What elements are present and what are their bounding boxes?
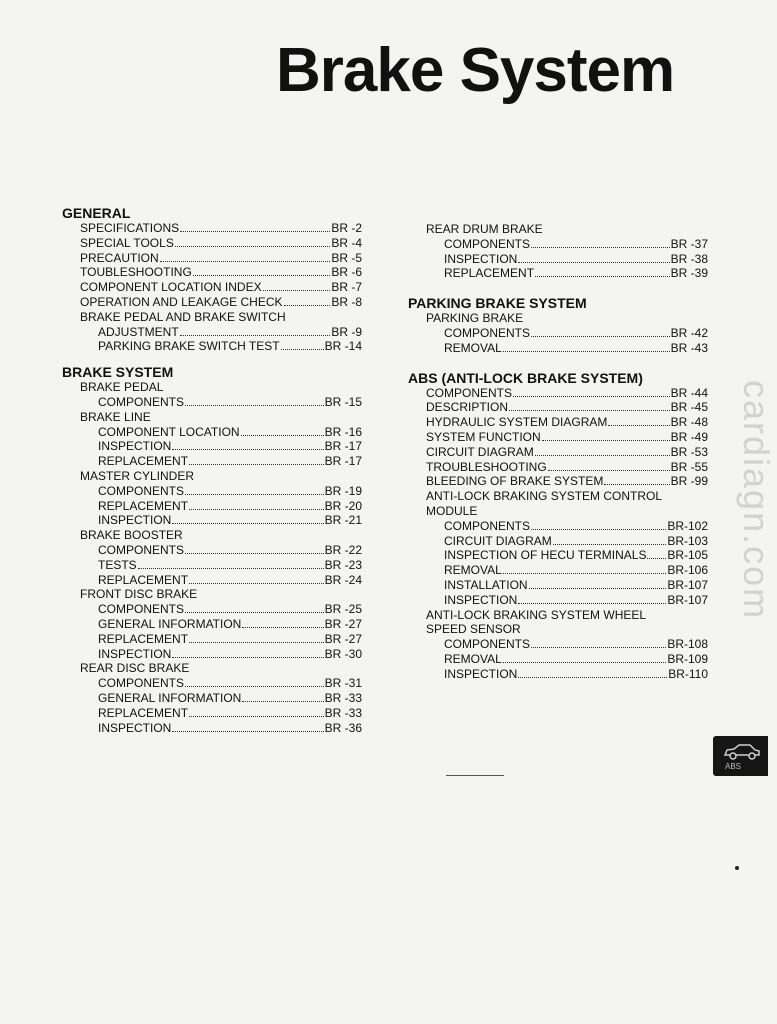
toc-entry[interactable]: COMPONENTS BR -31: [98, 676, 362, 691]
dot-leader: [535, 267, 670, 277]
toc-entry[interactable]: COMPONENTS BR -19: [98, 483, 362, 498]
toc-group-label: SPEED SENSOR: [426, 622, 521, 637]
dot-leader: [189, 707, 324, 717]
toc-entry[interactable]: PRECAUTION BR -5: [80, 250, 362, 265]
watermark: cardiagn.com: [736, 380, 777, 621]
dot-leader: [604, 475, 669, 485]
toc-entry[interactable]: HYDRAULIC SYSTEM DIAGRAM BR -48: [426, 415, 708, 430]
toc-entry[interactable]: INSPECTION OF HECU TERMINALS BR-105: [444, 548, 708, 563]
toc-group-label: BRAKE LINE: [80, 409, 151, 424]
toc-entry[interactable]: REPLACEMENT BR -17: [98, 454, 362, 469]
dot-leader: [189, 633, 324, 643]
dot-leader: [553, 535, 667, 545]
general-sub-list: [62, 325, 362, 355]
toc-group-label: MODULE: [426, 503, 478, 518]
toc-group-label: ANTI-LOCK BRAKING SYSTEM WHEEL: [426, 607, 647, 622]
toc-entry[interactable]: COMPONENTS BR -42: [444, 325, 708, 340]
toc-entry[interactable]: ADJUSTMENT BR -9: [98, 324, 362, 339]
dot-leader: [172, 440, 323, 450]
dot-leader: [518, 253, 669, 263]
dot-leader: [138, 559, 324, 569]
toc-group-label: BRAKE BOOSTER: [80, 528, 183, 543]
toc-entry[interactable]: COMPONENTS BR -22: [98, 542, 362, 557]
dot-leader: [185, 603, 324, 613]
toc-entry[interactable]: OPERATION AND LEAKAGE CHECK BR -8: [80, 294, 362, 309]
dot-leader: [548, 461, 670, 471]
toc-entry[interactable]: INSPECTION BR -38: [444, 251, 708, 266]
dot-leader: [189, 500, 324, 510]
spacer: [408, 281, 708, 295]
toc-entry[interactable]: GENERAL INFORMATION BR -27: [98, 616, 362, 631]
general-list: [62, 221, 362, 325]
toc-group-label: REAR DISC BRAKE: [80, 661, 190, 676]
toc-entry[interactable]: COMPONENT LOCATION INDEX BR -7: [80, 280, 362, 295]
section-heading-brake-system: BRAKE SYSTEM: [62, 364, 174, 381]
toc-group-label: MASTER CYLINDER: [80, 468, 195, 483]
toc-group-label: BRAKE PEDAL: [80, 380, 164, 395]
toc-entry[interactable]: COMPONENTS BR -37: [444, 236, 708, 251]
dot-leader: [535, 446, 670, 456]
toc-entry[interactable]: COMPONENTS BR-102: [444, 518, 708, 533]
toc-entry[interactable]: COMPONENT LOCATION BR -16: [98, 424, 362, 439]
toc-entry[interactable]: CIRCUIT DIAGRAM BR -53: [426, 444, 708, 459]
dot-leader: [284, 296, 331, 306]
toc-entry[interactable]: INSPECTION BR -30: [98, 646, 362, 661]
tab-label: ABS: [725, 762, 742, 771]
toc-group-label: PARKING BRAKE: [426, 311, 524, 326]
dot-leader: [160, 252, 331, 262]
dot-leader: [189, 455, 324, 465]
toc-entry[interactable]: REMOVAL BR -43: [444, 340, 708, 355]
toc-entry[interactable]: CIRCUIT DIAGRAM BR-103: [444, 533, 708, 548]
toc-entry[interactable]: DESCRIPTION BR -45: [426, 400, 708, 415]
dot-leader: [647, 549, 666, 559]
toc-entry[interactable]: REMOVAL BR-109: [444, 651, 708, 666]
toc-entry[interactable]: REPLACEMENT BR -24: [98, 572, 362, 587]
dot-leader: [241, 426, 324, 436]
dot-leader: [503, 564, 667, 574]
toc-entry[interactable]: COMPONENTS BR -15: [98, 394, 362, 409]
toc-entry[interactable]: REPLACEMENT BR -39: [444, 266, 708, 281]
toc-entry[interactable]: COMPONENTS BR -44: [426, 385, 708, 400]
dot-leader: [242, 692, 323, 702]
toc-entry[interactable]: PARKING BRAKE SWITCH TEST BR -14: [98, 339, 362, 354]
dot-leader: [608, 416, 669, 426]
dot-leader: [542, 431, 670, 441]
toc-entry[interactable]: INSPECTION BR -21: [98, 513, 362, 528]
dot-leader: [172, 722, 323, 732]
toc-entry[interactable]: INSPECTION BR-110: [444, 666, 708, 681]
section-heading-parking: PARKING BRAKE SYSTEM: [408, 295, 587, 312]
scan-dot: [735, 866, 739, 870]
divider: [446, 775, 504, 776]
dot-leader: [503, 653, 667, 663]
dot-leader: [263, 281, 331, 291]
spacer: [62, 354, 362, 364]
toc-entry[interactable]: SYSTEM FUNCTION BR -49: [426, 429, 708, 444]
toc-group-label: REAR DRUM BRAKE: [426, 222, 543, 236]
toc-entry[interactable]: TOUBLESHOOTING BR -6: [80, 265, 362, 280]
toc-entry[interactable]: SPECIAL TOOLS BR -4: [80, 235, 362, 250]
toc-entry[interactable]: INSPECTION BR-107: [444, 592, 708, 607]
toc-entry[interactable]: COMPONENTS BR-108: [444, 637, 708, 652]
dot-leader: [172, 648, 323, 658]
dot-leader: [518, 594, 666, 604]
dot-leader: [281, 340, 324, 350]
dot-leader: [180, 222, 330, 232]
spacer: [408, 356, 708, 370]
dot-leader: [193, 266, 331, 276]
toc-right-column: [408, 222, 708, 682]
dot-leader: [185, 396, 324, 406]
toc-entry[interactable]: INSTALLATION BR-107: [444, 577, 708, 592]
toc-entry[interactable]: REPLACEMENT BR -27: [98, 631, 362, 646]
page-title: Brake System: [276, 36, 675, 105]
toc-entry[interactable]: SPECIFICATIONS BR -2: [80, 221, 362, 235]
dot-leader: [518, 668, 667, 678]
dot-leader: [172, 514, 323, 524]
dot-leader: [185, 677, 324, 687]
dot-leader: [189, 574, 324, 584]
toc-entry[interactable]: INSPECTION BR -17: [98, 439, 362, 454]
section-heading-abs: ABS (ANTI-LOCK BRAKE SYSTEM): [408, 369, 643, 386]
dot-leader: [531, 238, 670, 248]
dot-leader: [509, 401, 670, 411]
dot-leader: [531, 327, 670, 337]
dot-leader: [185, 544, 324, 554]
toc-entry[interactable]: REPLACEMENT BR -20: [98, 498, 362, 513]
toc-group-label: FRONT DISC BRAKE: [80, 587, 198, 602]
dot-leader: [175, 237, 330, 247]
dot-leader: [185, 485, 324, 495]
dot-leader: [529, 579, 667, 589]
dot-leader: [531, 638, 666, 648]
toc-entry[interactable]: GENERAL INFORMATION BR -33: [98, 690, 362, 705]
dot-leader: [242, 618, 323, 628]
toc-entry[interactable]: COMPONENTS BR -25: [98, 602, 362, 617]
toc-entry[interactable]: INSPECTION BR -36: [98, 720, 362, 735]
toc-entry[interactable]: REPLACEMENT BR -33: [98, 705, 362, 720]
toc-entry[interactable]: REMOVAL BR-106: [444, 563, 708, 578]
toc-group-label: BRAKE PEDAL AND BRAKE SWITCH: [80, 309, 286, 324]
section-tab[interactable]: [713, 736, 768, 776]
toc-entry[interactable]: TESTS BR -23: [98, 557, 362, 572]
section-heading-general: GENERAL: [62, 205, 131, 221]
toc-left-column: [62, 205, 362, 735]
toc-entry[interactable]: BLEEDING OF BRAKE SYSTEM BR -99: [426, 474, 708, 489]
dot-leader: [531, 520, 666, 530]
toc-entry[interactable]: TROUBLESHOOTING BR -55: [426, 459, 708, 474]
dot-leader: [180, 326, 331, 336]
toc-group-label: ANTI-LOCK BRAKING SYSTEM CONTROL: [426, 489, 663, 504]
dot-leader: [513, 387, 670, 397]
dot-leader: [503, 342, 670, 352]
